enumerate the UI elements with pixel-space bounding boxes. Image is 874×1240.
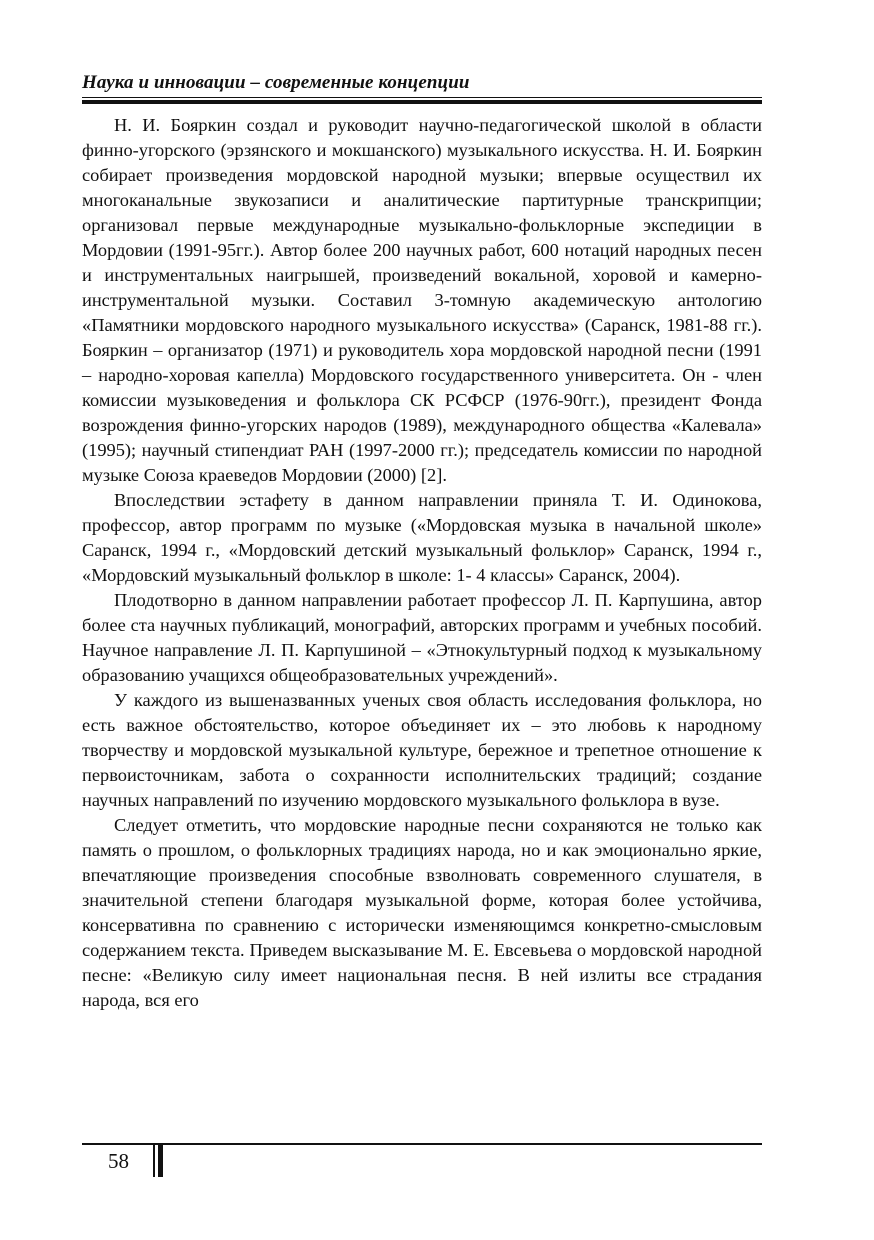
footer-bar-thick <box>158 1145 163 1177</box>
paragraph-scholars: У каждого из вышеназванных ученых своя область исследования фольклора, но есть важное обстоятельство, которое объединяет их – это любовь к народному творчеству и мордовской музыкальной культуре, бережное и трепетное отношение к первоисточникам, забота о сохранности исполнительских традиций; создание научных направлений по изучению мордовского музыкального фольклора в вузе. <box>82 690 762 810</box>
footer-rule <box>82 1143 762 1145</box>
body-text <box>82 113 762 1013</box>
paragraph-folk-songs: Следует отметить, что мордовские народные песни сохраняются не только как память о прошлом, о фольклорных традициях народа, но и как эмоционально яркие, впечатляющие произведения способные взволновать современного слушателя, в значительной степени благодаря музыкальной форме, которая более устойчива, консервативна по сравнению с исторически изменяющимся конкретно-смысловым содержанием текста. Приведем высказывание М. Е. Евсевьева о мордовской народной песне: «Великую силу имеет национальная песня. В ней излиты все страдания народа, вся его <box>82 815 762 1010</box>
paragraph-karpushina: Плодотворно в данном направлении работает профессор Л. П. Карпушина, автор более ста научных публикаций, монографий, авторских программ и учебных пособий. Научное направление Л. П. Карпушиной – «Этнокультурный подход к музыкальному образованию учащихся общеобразовательных учреждений». <box>82 590 762 685</box>
running-header: Наука и инновации – современные концепции <box>82 72 470 93</box>
footer-bar-thin <box>153 1145 155 1177</box>
page-number: 58 <box>108 1149 129 1173</box>
header-rule-thin <box>82 97 762 98</box>
paragraph-odinokova: Впоследствии эстафету в данном направлении приняла Т. И. Одинокова, профессор, автор программ по музыке («Мордовская музыка в начальной школе» Саранск, 1994 г., «Мордовский детский музыкальный фольклор» Саранск, 1994 г., «Мордовский музыкальный фольклор в школе: 1- 4 классы» Саранск, 2004). <box>82 490 762 585</box>
header-rule-thick <box>82 100 762 104</box>
paragraph-boyarkin: Н. И. Бояркин создал и руководит научно-педагогической школой в области финно-угорского (эрзянского и мокшанского) музыкального искусства. Н. И. Бояркин собирает произведения мордовской народной музыки; впервые осуществил их многоканальные звукозаписи и аналитические партитурные транскрипции; организовал первые международные музыкально-фольклорные экспедиции в Мордовии (1991-95гг.). Автор более 200 научных работ, 600 нотаций народных песен и инструментальных наигрышей, произведений вокальной, хоровой и камерно-инструментальной музыки. Составил 3-томную академическую антологию «Памятники мордовского народного музыкального искусства» (Саранск, 1981-88 гг.). Бояркин – организатор (1971) и руководитель хора мордовской народной песни (1991 – народно-хоровая капелла) Мордовского государственного университета. Он - член комиссии музыковедения и фольклора СК РСФСР (1976-90гг.), президент Фонда возрождения финно-угорских народов (1989), международного общества «Калевала» (1995); научный стипендиат РАН (1997-2000 гг.); председатель комиссии по народной музыке Союза краеведов Мордовии (2000) [2]. <box>82 115 762 485</box>
